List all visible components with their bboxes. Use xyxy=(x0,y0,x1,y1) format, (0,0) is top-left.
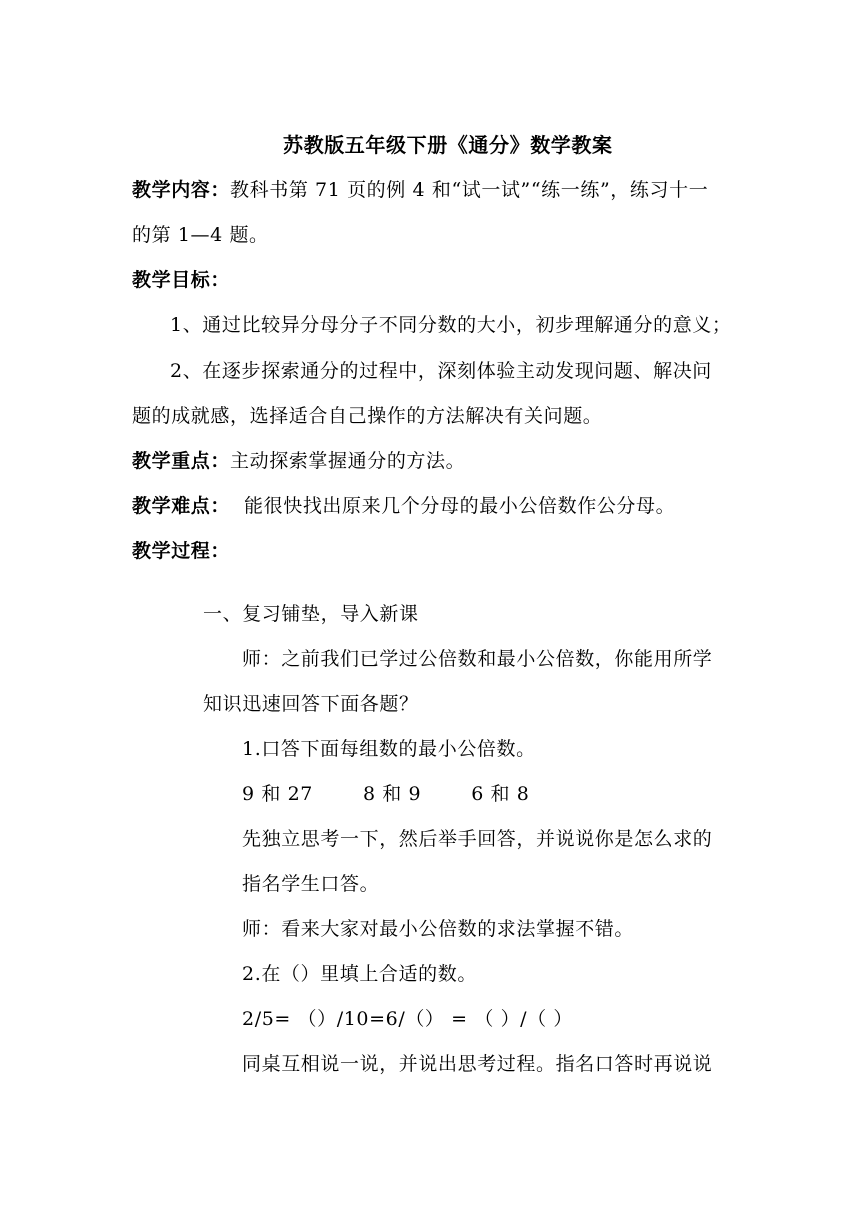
content-text: 教科书第 71 页的例 4 和“试一试”“练一练”，练习十一 xyxy=(230,179,709,201)
number-group-1: 9 和 27 xyxy=(242,783,313,805)
document-title: 苏教版五年级下册《通分》数学教案 xyxy=(283,133,613,157)
question-1-numbers xyxy=(242,782,529,806)
difficulty-text: 能很快找出原来几个分母的最小公倍数作公分母。 xyxy=(244,495,676,517)
section-1-heading: 一、复习铺垫，导入新课 xyxy=(203,603,419,625)
key-point-label: 教学重点： xyxy=(132,450,231,472)
teacher-comment: 师：看来大家对最小公倍数的求法掌握不错。 xyxy=(242,918,635,940)
goals-label: 教学目标： xyxy=(132,269,231,291)
pair-discussion: 同桌互相说一说，并说出思考过程。指名口答时再说说 xyxy=(242,1053,713,1075)
process-label: 教学过程： xyxy=(132,540,231,562)
teacher-line-2: 知识迅速回答下面各题？ xyxy=(203,693,419,715)
content-label: 教学内容： xyxy=(132,179,231,201)
question-2: 2.在（）里填上合适的数。 xyxy=(242,963,477,985)
teacher-line-1: 师：之前我们已学过公倍数和最小公倍数，你能用所学 xyxy=(242,648,713,670)
goal-item-2-line-1: 2、在逐步探索通分的过程中，深刻体验主动发现问题、解决问 xyxy=(170,360,712,382)
question-1: 1.口答下面每组数的最小公倍数。 xyxy=(242,738,536,760)
think-instruction: 先独立思考一下，然后举手回答，并说说你是怎么求的 xyxy=(242,828,713,850)
key-point-text: 主动探索掌握通分的方法。 xyxy=(230,450,466,472)
difficulty-label: 教学难点： xyxy=(132,495,231,517)
key-point-line xyxy=(132,449,465,473)
number-group-3: 6 和 8 xyxy=(471,783,530,805)
goal-item-2-line-2: 题的成就感，选择适合自己操作的方法解决有关问题。 xyxy=(132,405,603,427)
content-line-2: 的第 1—4 题。 xyxy=(132,224,269,246)
difficulty-line xyxy=(132,494,675,518)
goal-item-1: 1、通过比较异分母分子不同分数的大小，初步理解通分的意义； xyxy=(170,314,732,336)
question-2-expression: 2/5= （）/10=6/（） = （ ）/（ ） xyxy=(242,1008,574,1030)
call-students: 指名学生口答。 xyxy=(242,873,380,895)
number-group-2: 8 和 9 xyxy=(362,783,422,805)
content-line-1 xyxy=(132,178,708,202)
